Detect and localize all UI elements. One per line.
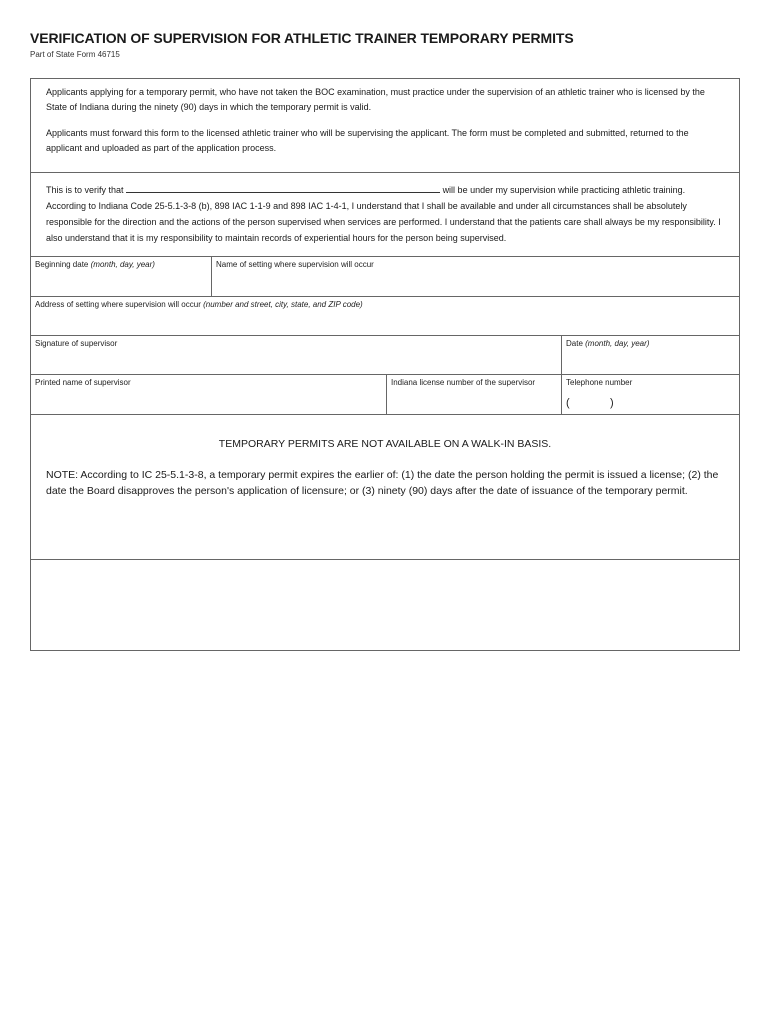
telephone-area-close: ) (610, 397, 614, 409)
telephone-label: Telephone number (566, 378, 633, 387)
setting-address-hint: (number and street, city, state, and ZIP code) (203, 300, 363, 309)
verification-statement (46, 182, 724, 246)
row-address (31, 297, 739, 336)
form-subtitle: Part of State Form 46715 (30, 50, 120, 59)
license-number-label: Indiana license number of the supervisor (391, 378, 536, 387)
intro-paragraph-1: Applicants applying for a temporary permit, who have not taken the BOC examination, must practice under the supervision of an athletic trainer who is licensed by the State of Indiana during the ninety (90) days in which the temporary permit is valid. (46, 87, 705, 112)
beginning-date-field[interactable] (31, 257, 211, 296)
row-date-setting (31, 257, 739, 297)
date-field[interactable] (561, 336, 739, 374)
verification-section (31, 173, 739, 257)
notice-section (31, 414, 739, 560)
telephone-area-open: ( (566, 397, 570, 409)
form-title: VERIFICATION OF SUPERVISION FOR ATHLETIC TRAINER TEMPORARY PERMITS (30, 30, 574, 46)
verification-prefix: This is to verify that (46, 185, 124, 195)
setting-name-label: Name of setting where supervision will occur (216, 260, 374, 269)
expiration-note: NOTE: According to IC 25-5.1-3-8, a temporary permit expires the earlier of: (1) the date the person holding the permit is issued a license; (2) the date the Board disapproves the person's application of licensure; or (3) ninety (90) days after the date of issuance of the temporary permit. (46, 469, 719, 497)
blank-section (31, 560, 739, 650)
signature-field[interactable] (31, 336, 561, 374)
beginning-date-label: Beginning date (35, 260, 89, 269)
setting-address-label: Address of setting where supervision will occur (35, 300, 201, 309)
intro-paragraph-2: Applicants must forward this form to the licensed athletic trainer who will be supervising the applicant. The form must be completed and submitted, returned to the applicant and uploaded as part of the application process. (46, 128, 689, 153)
setting-name-field[interactable] (211, 257, 739, 296)
form-body (30, 78, 740, 651)
intro-section (31, 79, 739, 173)
beginning-date-hint: (month, day, year) (90, 260, 155, 269)
applicant-name-field[interactable] (126, 183, 440, 193)
license-number-field[interactable] (386, 375, 561, 414)
setting-address-field[interactable] (31, 297, 739, 335)
signature-label: Signature of supervisor (35, 339, 118, 348)
date-hint: (month, day, year) (585, 339, 650, 348)
printed-name-field[interactable] (31, 375, 386, 414)
date-label: Date (566, 339, 583, 348)
telephone-field[interactable] (561, 375, 739, 414)
verification-suffix: will be under my supervision while practicing athletic training. According to Indiana Code 25-5.1-3-8 (b), 898 IAC 1-1-9 and 898 IAC 1-4-1, I understand that I shall be available and under all circumstances shall be absolutely responsible for the direction and the actions of the person supervised when services are performed. I understand that the patients care shall always be my responsibility. I also understand that it is my responsibility to maintain records of experiential hours for the person being supervised. (46, 185, 721, 243)
row-signature-date (31, 336, 739, 375)
row-name-license-phone (31, 375, 739, 414)
walk-in-notice: TEMPORARY PERMITS ARE NOT AVAILABLE ON A WALK-IN BASIS. (218, 438, 552, 450)
printed-name-label: Printed name of supervisor (35, 378, 131, 387)
